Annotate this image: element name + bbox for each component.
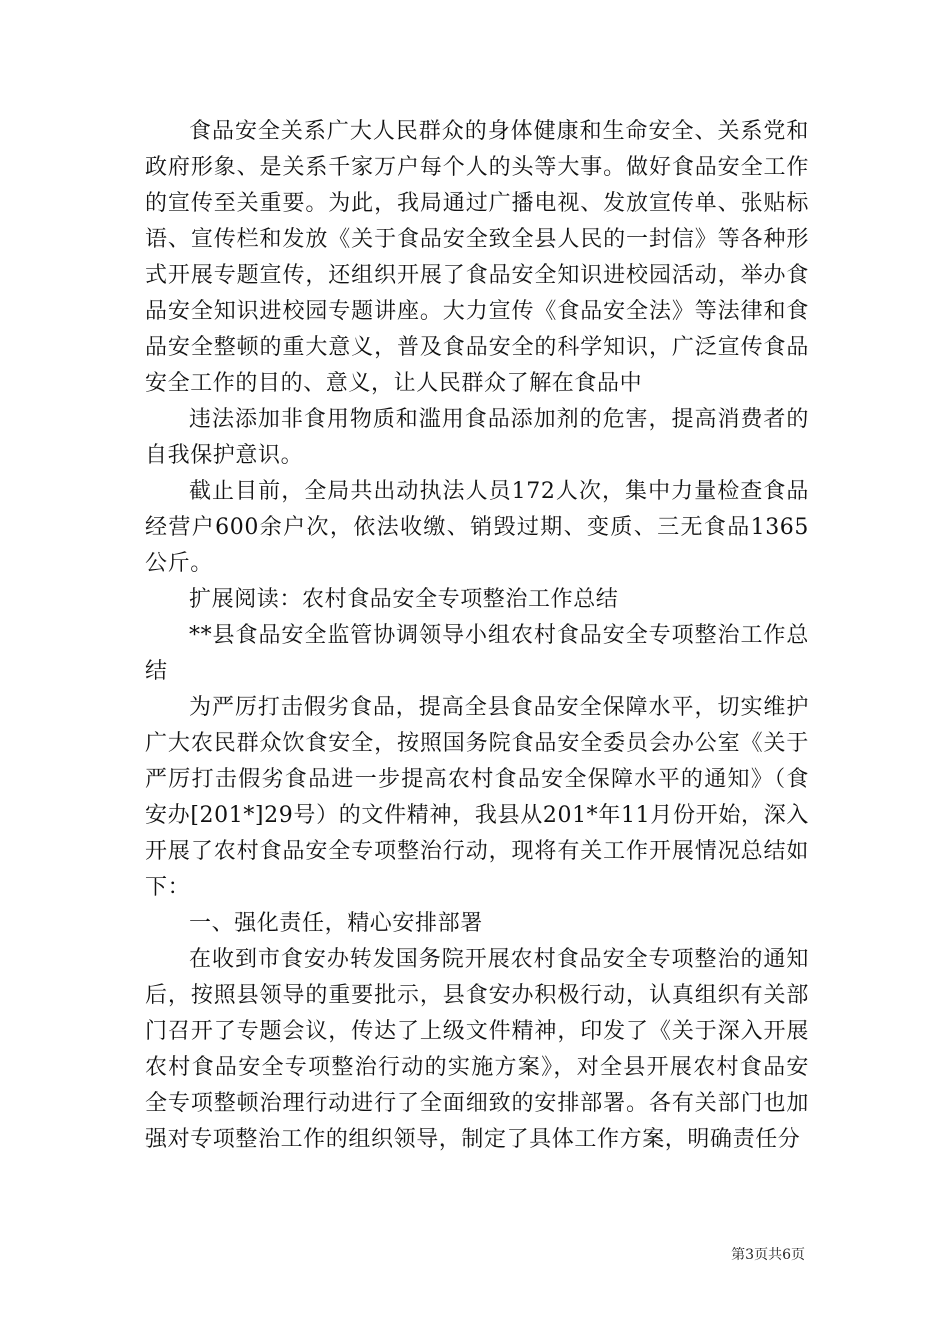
paragraph-awareness: 违法添加非食用物质和滥用食品添加剂的危害，提高消费者的自我保护意识。 xyxy=(145,407,809,468)
paragraph-deployment: 在收到市食安办转发国务院开展农村食品安全专项整治的通知后，按照县领导的重要批示，县食安办积极行动，认真组织有关部门召开了专题会议，传达了上级文件精神，印发了《关于深入开展农村食品安全专项整治行动的实施方案》，对全县开展农村食品安全专项整顿治理行动进行了全面细致的安排部署。各有关部门也加强对专项整治工作的组织领导，制定了具体工作方案，明确责任分 xyxy=(145,947,809,1152)
paragraph-introduction: 为严厉打击假劣食品，提高全县食品安全保障水平，切实维护广大农民群众饮食安全，按照国务院食品安全委员会办公室《关于严厉打击假劣食品进一步提高农村食品安全保障水平的通知》（食安办[201*]29号）的文件精神，我县从201*年11月份开始，深入开展了农村食品安全专项整治行动，现将有关工作开展情况总结如下： xyxy=(145,695,809,900)
paragraph-extended-reading: 扩展阅读：农村食品安全专项整治工作总结 xyxy=(189,587,619,612)
document-body xyxy=(145,114,809,1158)
paragraph-enforcement-stats: 截止目前，全局共出动执法人员172人次，集中力量检查食品经营户600余户次，依法收缴、销毁过期、变质、三无食品1365公斤。 xyxy=(145,479,809,576)
paragraph-publicity: 食品安全关系广大人民群众的身体健康和生命安全、关系党和政府形象、是关系千家万户每个人的头等大事。做好食品安全工作的宣传至关重要。为此，我局通过广播电视、发放宣传单、张贴标语、宣传栏和发放《关于食品安全致全县人民的一封信》等各种形式开展专题宣传，还组织开展了食品安全知识进校园活动，举办食品安全知识进校园专题讲座。大力宣传《食品安全法》等法律和食品安全整顿的重大意义，普及食品安全的科学知识，广泛宣传食品安全工作的目的、意义，让人民群众了解在食品中 xyxy=(145,119,809,396)
section-heading-responsibility: 一、强化责任，精心安排部署 xyxy=(189,911,483,936)
page-indicator: 第3页共6页 xyxy=(731,1247,805,1263)
paragraph-report-title: **县食品安全监管协调领导小组农村食品安全专项整治工作总结 xyxy=(145,623,809,684)
